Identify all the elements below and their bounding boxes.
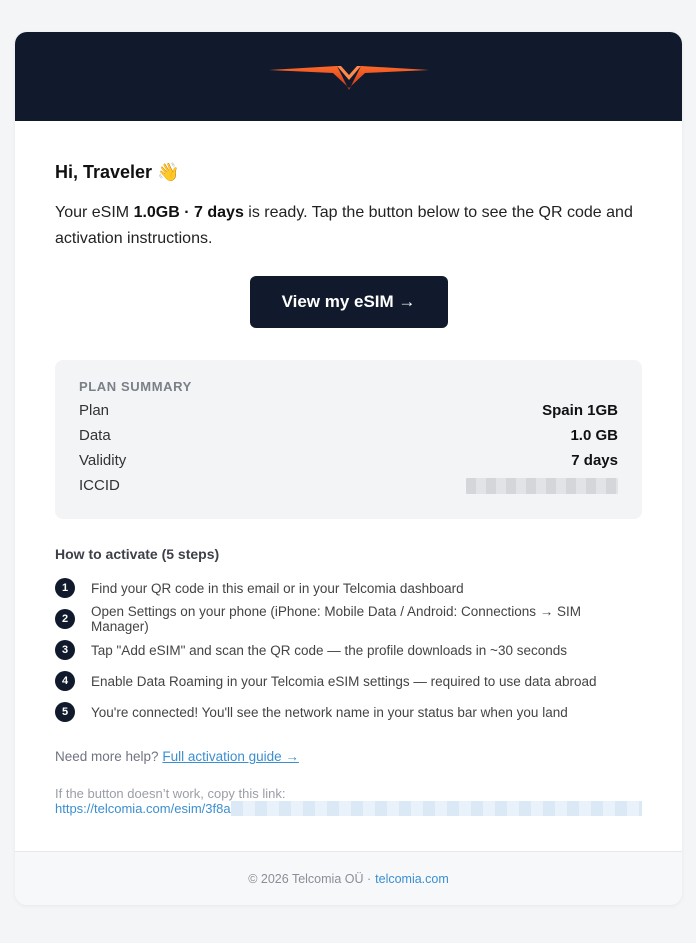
summary-row-iccid — [79, 473, 618, 498]
step-number: 2 — [55, 609, 75, 629]
step-text: Tap "Add eSIM" and scan the QR code — the profile downloads in ~30 seconds — [91, 642, 567, 658]
steps-list — [55, 578, 642, 722]
step-number: 3 — [55, 640, 75, 660]
list-item — [55, 604, 642, 634]
step-number: 1 — [55, 578, 75, 598]
footer-website-link[interactable]: telcomia.com — [375, 871, 449, 886]
step-number: 5 — [55, 702, 75, 722]
email-card — [15, 32, 682, 905]
url-redacted-part — [231, 801, 642, 816]
email-header — [15, 32, 682, 121]
greeting-heading: Hi, Traveler 👋 — [55, 162, 180, 182]
fallback-label: If the button doesn’t work, copy this link: — [55, 786, 286, 801]
view-esim-button[interactable]: View my eSIM → — [250, 276, 448, 328]
footer-copyright: © 2026 Telcomia OÜ · — [248, 871, 372, 886]
steps-heading: How to activate (5 steps) — [55, 546, 220, 562]
summary-label: Plan — [79, 402, 110, 419]
fallback-link-block — [55, 786, 642, 816]
step-text: You're connected! You'll see the network name in your status bar when you land — [91, 704, 568, 720]
intro-text — [55, 200, 642, 252]
iccid-redacted-value — [466, 478, 618, 494]
step-text: Open Settings on your phone (iPhone: Mobile Data / Android: Connections → SIM Manager) — [91, 604, 582, 634]
fallback-url-link[interactable]: https://telcomia.com/esim/3f8a — [55, 801, 231, 816]
summary-value: 7 days — [571, 452, 618, 469]
telcomia-logo-icon — [269, 62, 429, 92]
list-item — [55, 640, 642, 660]
step-number: 4 — [55, 671, 75, 691]
summary-label: ICCID — [79, 477, 120, 494]
plan-summary-title: PLAN SUMMARY — [79, 379, 192, 394]
email-footer — [15, 851, 682, 905]
summary-value: 1.0 GB — [570, 427, 618, 444]
help-prefix: Need more help? — [55, 749, 159, 764]
list-item — [55, 578, 642, 598]
step-text: Find your QR code in this email or in your Telcomia dashboard — [91, 580, 464, 596]
summary-label: Validity — [79, 452, 127, 469]
intro-plan: 1.0GB · 7 days — [133, 204, 244, 221]
intro-prefix: Your eSIM — [55, 204, 134, 221]
summary-row-plan — [79, 398, 618, 423]
activation-guide-link[interactable]: Full activation guide → — [162, 749, 299, 764]
summary-value: Spain 1GB — [542, 402, 618, 419]
list-item — [55, 702, 642, 722]
step-text: Enable Data Roaming in your Telcomia eSIM settings — required to use data abroad — [91, 673, 597, 689]
list-item — [55, 671, 642, 691]
intro-suffix: is ready. Tap the button below to see the QR code and activation instructions. — [55, 204, 633, 247]
plan-summary-box — [55, 360, 642, 519]
summary-label: Data — [79, 427, 111, 444]
summary-row-validity — [79, 448, 618, 473]
help-text — [55, 749, 642, 764]
summary-row-data — [79, 423, 618, 448]
